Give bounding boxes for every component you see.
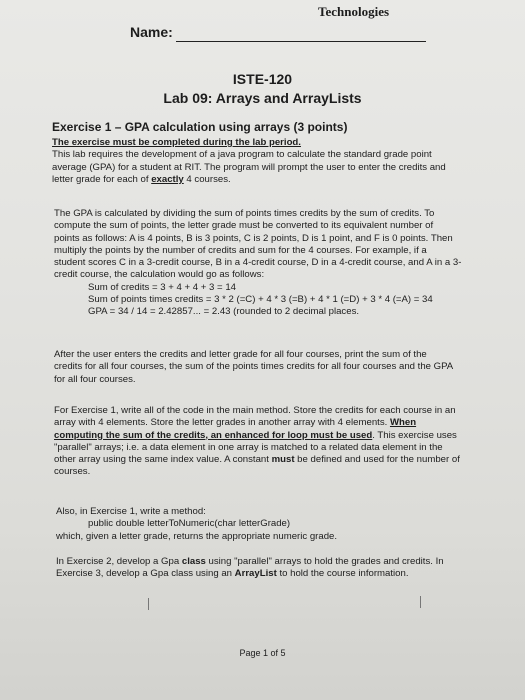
for-ex1-line xyxy=(54,430,499,442)
gpa-line: compute the sum of points, the letter grade must be converted to its equivalent number of xyxy=(54,220,434,232)
intro-text: 4 courses. xyxy=(183,173,231,185)
exercise23-paragraph xyxy=(56,556,496,581)
for-ex1-text: be defined and used for the number of xyxy=(294,454,460,466)
method-signature: public double letterToNumeric(char letterGrade) xyxy=(88,518,291,530)
when-emphasis: When xyxy=(389,417,417,429)
gpa-line: student scores C in a 3-credit course, B in a 4-credit course, D in a 4-credit course, and A in a 3- xyxy=(54,257,462,269)
for-ex1-line: For Exercise 1, write all of the code in the main method. Store the credits for each course in an xyxy=(54,405,456,416)
for-ex1-text: . This exercise uses xyxy=(372,429,457,441)
ex23-text: to hold the course information. xyxy=(276,568,409,580)
also-line: Also, in Exercise 1, write a method: xyxy=(56,506,206,517)
ex23-text: In Exercise 2, develop a Gpa xyxy=(56,556,182,567)
intro-line: average (GPA) for a student at RIT. The program will prompt the user to enter the credits and xyxy=(52,161,446,173)
ex23-line xyxy=(56,568,496,580)
after-line: credits for all four courses, the sum of the points times credits for all four courses and the GPA xyxy=(54,361,454,373)
course-code: ISTE-120 xyxy=(232,71,293,87)
for-ex1-line: courses. xyxy=(54,466,91,478)
also-line: which, given a letter grade, returns the appropriate numeric grade. xyxy=(56,530,338,542)
for-ex1-line: "parallel" arrays; i.e. a data element in one array is matched to a related data element in the xyxy=(54,441,443,453)
enhanced-for-emphasis: computing the sum of the credits, an enhanced for loop xyxy=(54,429,311,441)
page-mark xyxy=(420,596,421,608)
intro-text: letter grade for each of xyxy=(52,173,152,185)
for-ex1-text: array with 4 elements. Store the letter grades in another array with 4 elements. xyxy=(54,417,390,429)
name-label: Name: xyxy=(130,24,173,40)
intro-line xyxy=(52,174,492,186)
gpa-line: credit course, the calculation would go as follows: xyxy=(54,269,265,281)
exercise1-title: Exercise 1 – GPA calculation using arrays (3 points) xyxy=(52,120,348,134)
after-line: for all four courses. xyxy=(54,373,136,385)
arraylist-emphasis: ArrayList xyxy=(234,568,277,580)
calc-line: Sum of points times credits = 3 * 2 (=C) + 4 * 3 (=B) + 4 * 1 (=D) + 3 * 4 (=A) = 34 xyxy=(88,294,433,306)
lab-title: Lab 09: Arrays and ArrayLists xyxy=(163,90,362,106)
after-line: After the user enters the credits and letter grade for all four courses, print the sum of the xyxy=(54,349,427,360)
for-exercise1-paragraph xyxy=(54,405,499,479)
after-paragraph xyxy=(54,349,494,386)
gpa-line: multiply the points by the number of credits and sum for the 4 courses. For example, if a xyxy=(54,244,427,256)
ex23-line xyxy=(56,556,496,568)
for-ex1-text: other array using the same index value. A constant xyxy=(54,454,272,466)
for-ex1-line xyxy=(54,417,499,429)
ex23-text: Exercise 3, develop a Gpa class using an xyxy=(56,568,235,580)
header-technologies: Technologies xyxy=(318,4,390,19)
page-mark xyxy=(148,598,149,610)
gpa-line: points as follows: A is 4 points, B is 3 points, C is 2 points, D is 1 point, and F is 0 points. Then xyxy=(54,232,453,244)
ex23-text: using "parallel" arrays to hold the grades and credits. In xyxy=(205,556,444,567)
exactly-emphasis: exactly xyxy=(151,173,184,185)
name-underline xyxy=(176,41,426,42)
calc-line: Sum of credits = 3 + 4 + 4 + 3 = 14 xyxy=(88,281,236,293)
class-emphasis: class xyxy=(181,556,206,567)
gpa-line: The GPA is calculated by dividing the sum of points times credits by the sum of credits. To xyxy=(54,208,435,219)
must-emphasis: must xyxy=(271,454,295,466)
page-number: Page 1 of 5 xyxy=(239,648,286,658)
gpa-paragraph xyxy=(54,208,494,319)
exercise1-intro xyxy=(52,137,492,186)
must-complete-note: The exercise must be completed during the lab period. xyxy=(52,137,301,148)
for-ex1-line xyxy=(54,454,499,466)
calc-line: GPA = 34 / 14 = 2.42857... = 2.43 (rounded to 2 decimal places. xyxy=(88,306,360,318)
must-be-used-emphasis: must be used xyxy=(310,429,373,441)
also-paragraph xyxy=(56,506,496,543)
intro-line: This lab requires the development of a java program to calculate the standard grade point xyxy=(52,149,432,161)
